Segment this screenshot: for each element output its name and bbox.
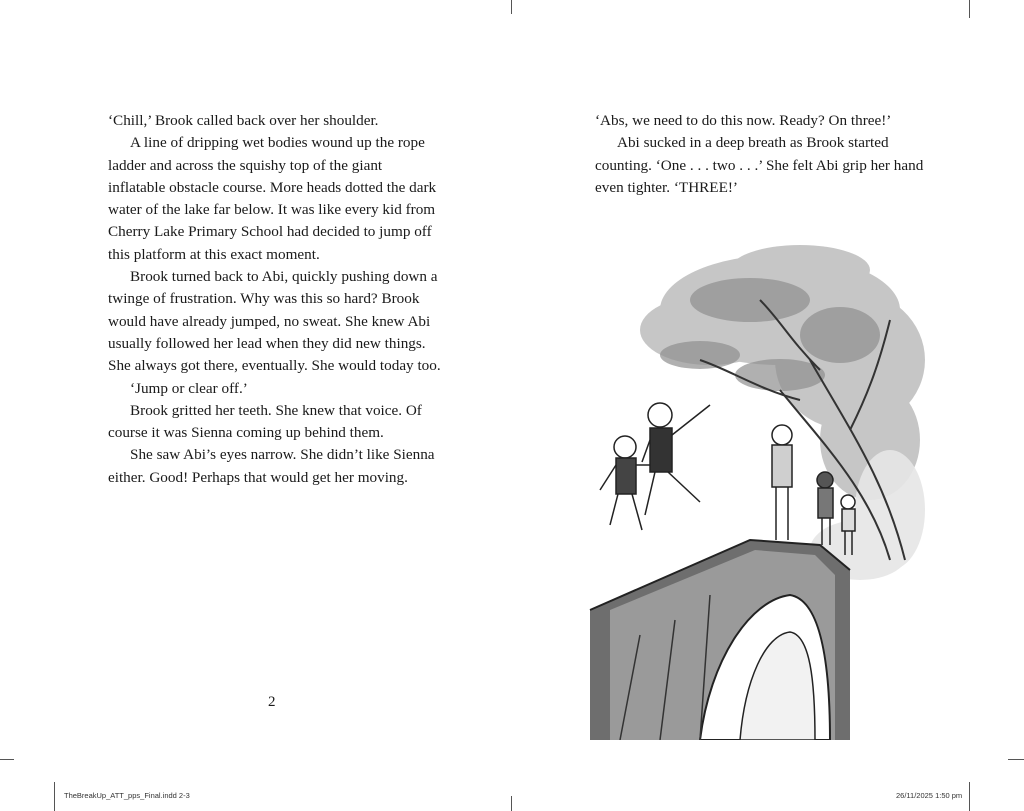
paragraph: ‘Jump or clear off.’ xyxy=(130,379,248,397)
kids-jumping-illustration xyxy=(550,240,930,740)
paragraph: A line of dripping wet bodies wound up the rope ladder and across the squishy top of the giant inflatable obstacle course. More heads dotted the dark water of the lake far below. It was like every kid from Cherry Lake Primary School had decided to jump off this platform at this exact moment. xyxy=(108,134,437,263)
inflatable-platform xyxy=(590,540,850,740)
left-page-text xyxy=(108,110,443,489)
jumping-kids xyxy=(600,403,710,530)
paragraph: Brook turned back to Abi, quickly pushing down a twinge of frustration. Why was this so hard? Brook would have already jumped, no sweat. She knew Abi usually followed her lead when they did new things. She always got there, eventually. She would today too. xyxy=(108,268,441,375)
paragraph: ‘Chill,’ Brook called back over her shoulder. xyxy=(108,112,379,129)
paragraph: ‘Abs, we need to do this now. Ready? On three!’ xyxy=(595,112,892,129)
slug-timestamp: 26/11/2025 1:50 pm xyxy=(896,791,963,800)
page-number: 2 xyxy=(268,694,276,710)
paragraph: Abi sucked in a deep breath as Brook started counting. ‘One . . . two . . .’ She felt Abi grip her hand even tighter. ‘THREE!’ xyxy=(595,134,924,196)
right-page-text xyxy=(595,110,935,199)
paragraph: She saw Abi’s eyes narrow. She didn’t like Sienna either. Good! Perhaps that would get her moving. xyxy=(108,446,435,486)
paragraph: Brook gritted her teeth. She knew that voice. Of course it was Sienna coming up behind them. xyxy=(108,401,422,442)
slug-filename: TheBreakUp_ATT_pps_Final.indd 2-3 xyxy=(64,791,190,800)
